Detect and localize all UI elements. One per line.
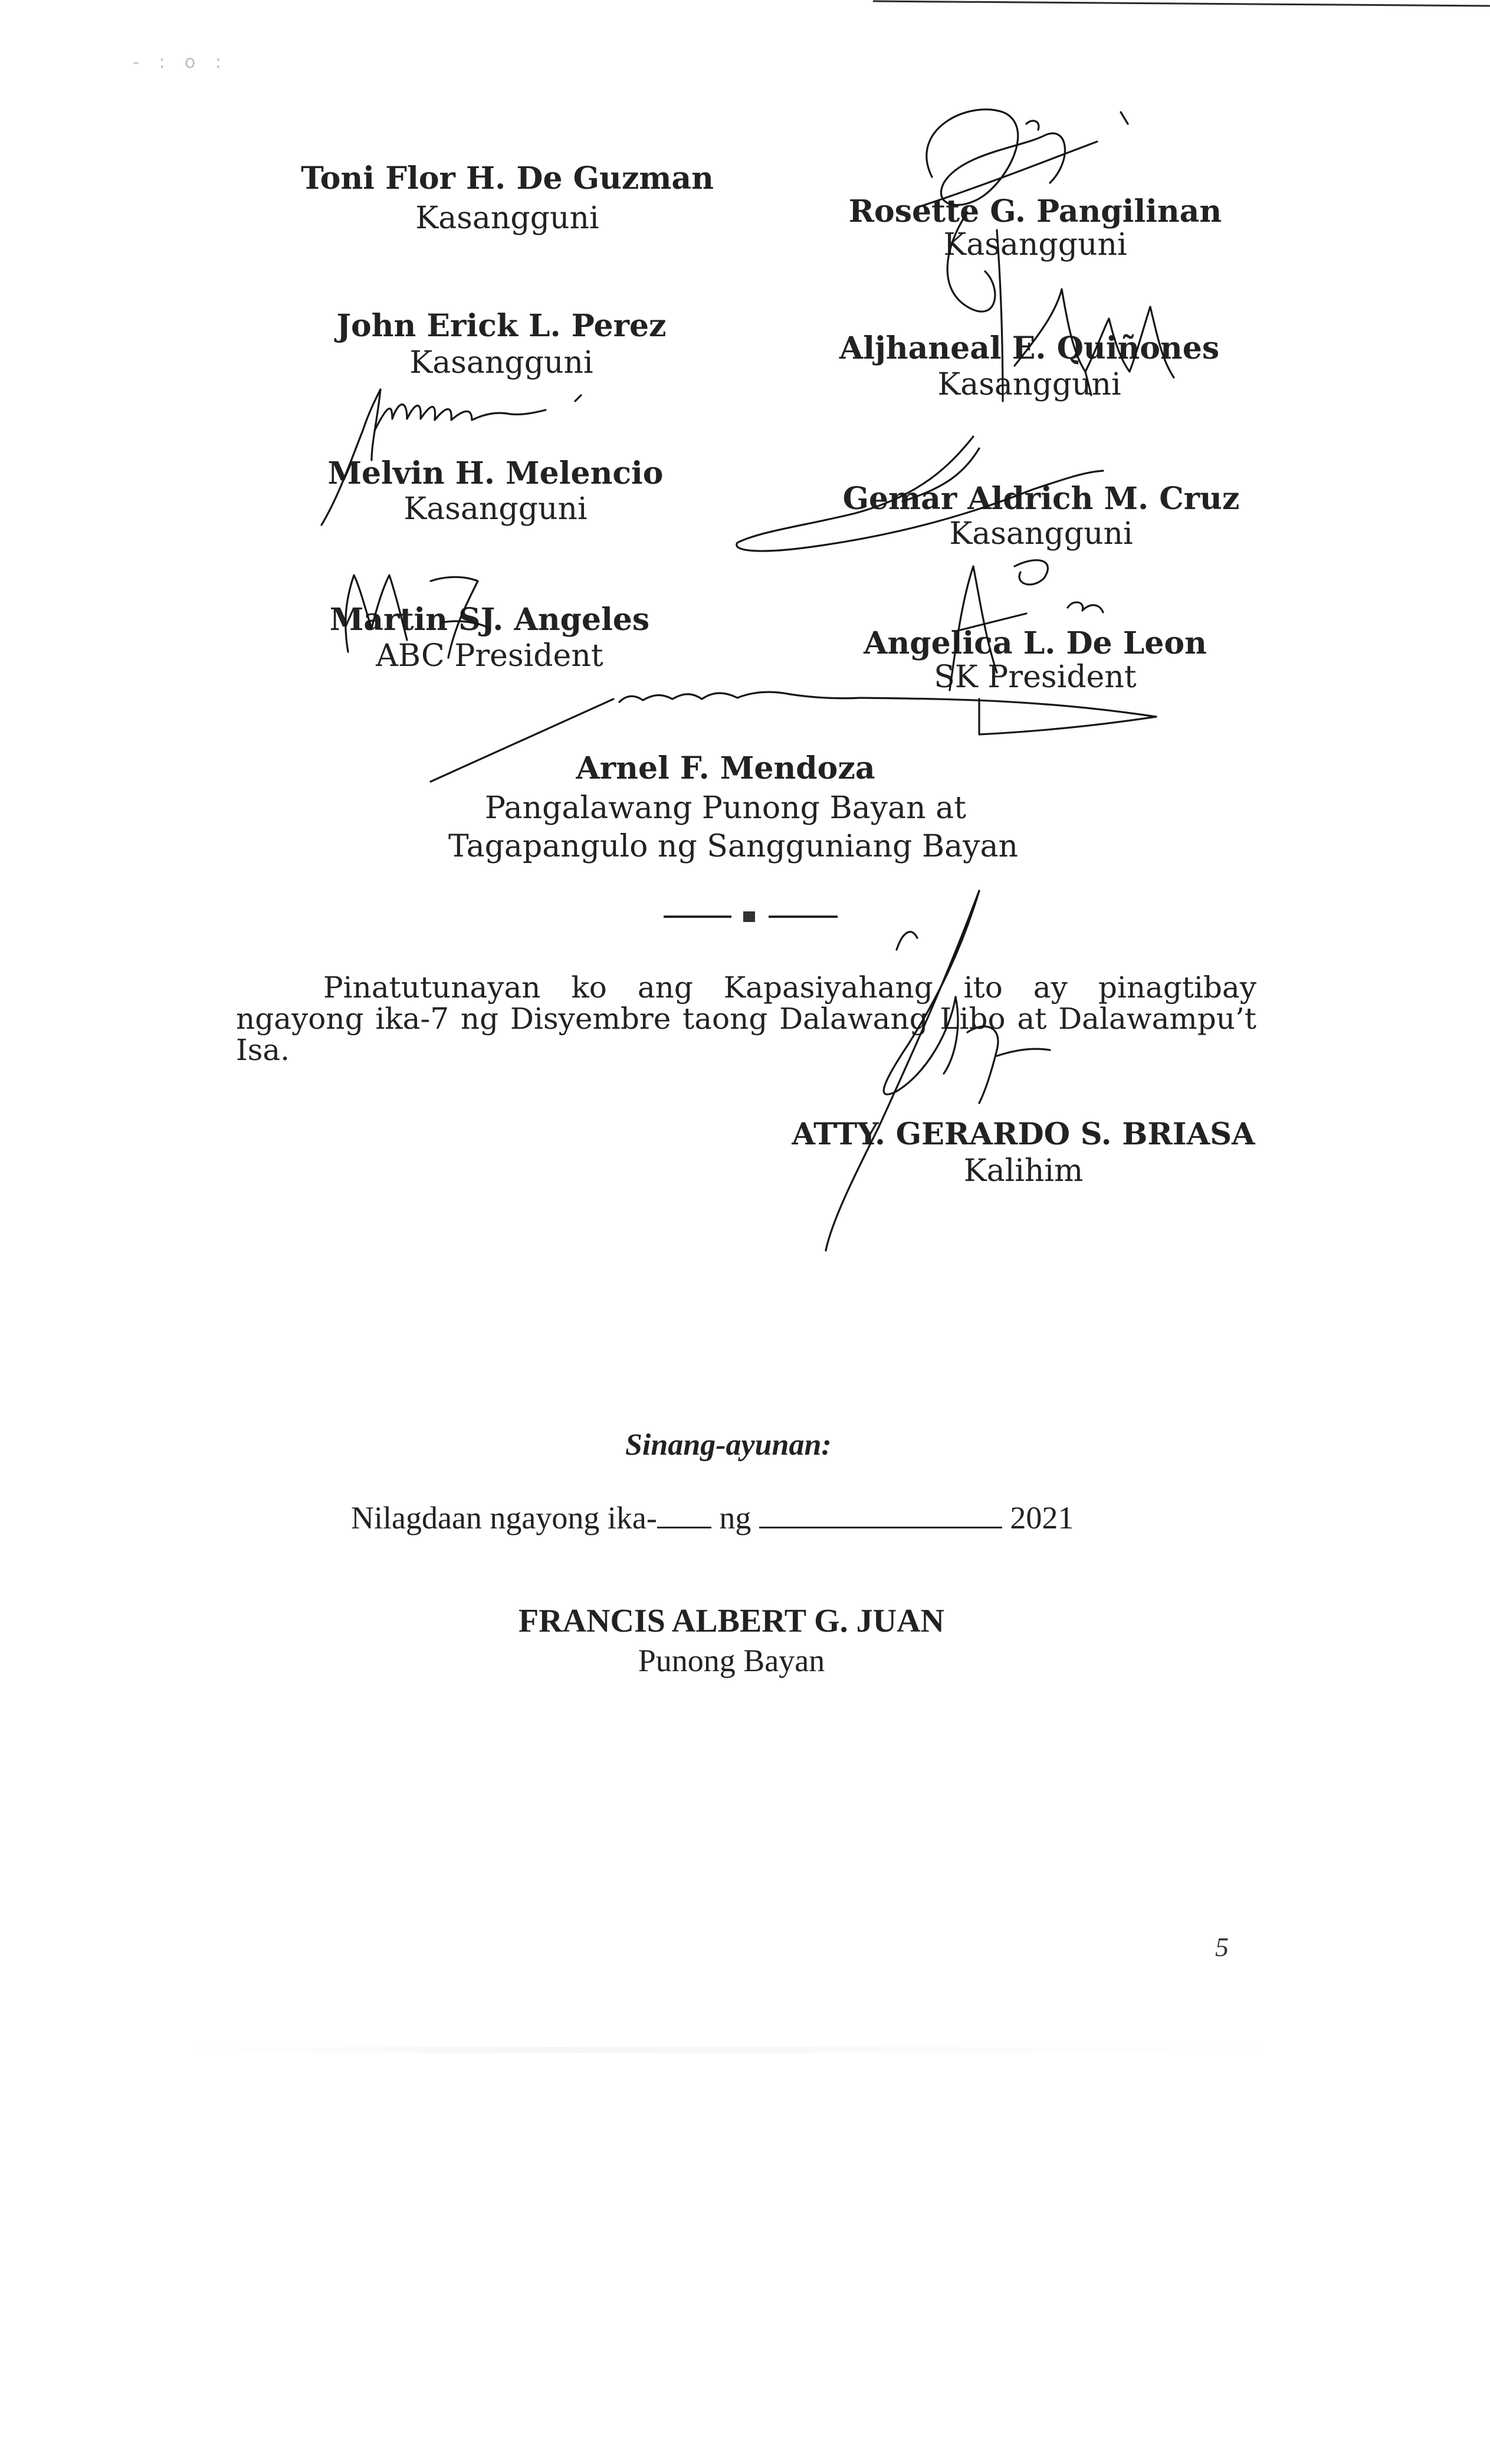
signature-briasa bbox=[808, 879, 1103, 1256]
presiding-officer-title-line1: Pangalawang Punong Bayan at bbox=[485, 790, 966, 826]
mayor-name: FRANCIS ALBERT G. JUAN bbox=[518, 1603, 944, 1639]
signatory-name-quinones: Aljhaneal E. Quiñones bbox=[839, 330, 1220, 366]
signatory-title-de-leon: SK President bbox=[934, 660, 1137, 695]
signatory-name-pangilinan: Rosette G. Pangilinan bbox=[848, 193, 1222, 229]
scan-smudge bbox=[177, 2047, 1298, 2053]
signatory-title-cruz: Kasangguni bbox=[949, 516, 1133, 552]
signatory-name-de-guzman: Toni Flor H. De Guzman bbox=[301, 160, 714, 196]
signature-quinones bbox=[1003, 277, 1192, 413]
signing-month-blank bbox=[759, 1507, 1002, 1528]
approval-heading: Sinang-ayunan: bbox=[625, 1428, 832, 1462]
signatory-name-perez: John Erick L. Perez bbox=[336, 308, 667, 344]
signature-mendoza bbox=[425, 664, 1168, 805]
scan-edge-line bbox=[0, 0, 1490, 18]
secretary-name: ATTY. GERARDO S. BRIASA bbox=[792, 1117, 1255, 1152]
signatory-name-angeles: Martin SJ. Angeles bbox=[329, 602, 650, 638]
certification-line-1: Pinatutunayan ko ang Kapasiyahang ito ay pinagtibay bbox=[323, 970, 1256, 1005]
certification-line-3: Isa. bbox=[236, 1033, 290, 1067]
mayor-title: Punong Bayan bbox=[638, 1643, 825, 1678]
signature-cruz bbox=[726, 425, 1115, 560]
signatory-title-perez: Kasangguni bbox=[409, 345, 593, 380]
signatory-name-melencio: Melvin H. Melencio bbox=[327, 455, 664, 491]
certification-line-2: ngayong ika-7 ng Disyembre taong Dalawang Libo at Dalawampu’t bbox=[236, 1002, 1256, 1036]
signing-date-line bbox=[351, 1500, 1074, 1536]
signatory-title-de-guzman: Kasangguni bbox=[415, 201, 599, 236]
signature-perez bbox=[316, 378, 622, 531]
header-marks: - : o : bbox=[133, 52, 229, 73]
signing-day-blank bbox=[657, 1507, 711, 1528]
page-number: 5 bbox=[1215, 1932, 1229, 1962]
secretary-title: Kalihim bbox=[963, 1153, 1084, 1189]
signatory-title-angeles: ABC President bbox=[376, 638, 603, 674]
presiding-officer-name: Arnel F. Mendoza bbox=[576, 750, 875, 786]
signatory-title-pangilinan: Kasangguni bbox=[943, 227, 1127, 263]
signatory-name-cruz: Gemar Aldrich M. Cruz bbox=[842, 481, 1240, 517]
signing-date-prefix: Nilagdaan ngayong ika- bbox=[351, 1500, 657, 1536]
signature-angeles bbox=[330, 557, 525, 664]
signing-date-middle: ng bbox=[719, 1500, 751, 1536]
signatory-title-quinones: Kasangguni bbox=[937, 367, 1121, 402]
certification-paragraph bbox=[236, 972, 1256, 1066]
signatory-name-de-leon: Angelica L. De Leon bbox=[864, 625, 1207, 661]
presiding-officer-title-line2: Tagapangulo ng Sangguniang Bayan bbox=[448, 829, 1018, 864]
signing-year: 2021 bbox=[1010, 1500, 1074, 1536]
signatory-title-melencio: Kasangguni bbox=[403, 491, 588, 527]
